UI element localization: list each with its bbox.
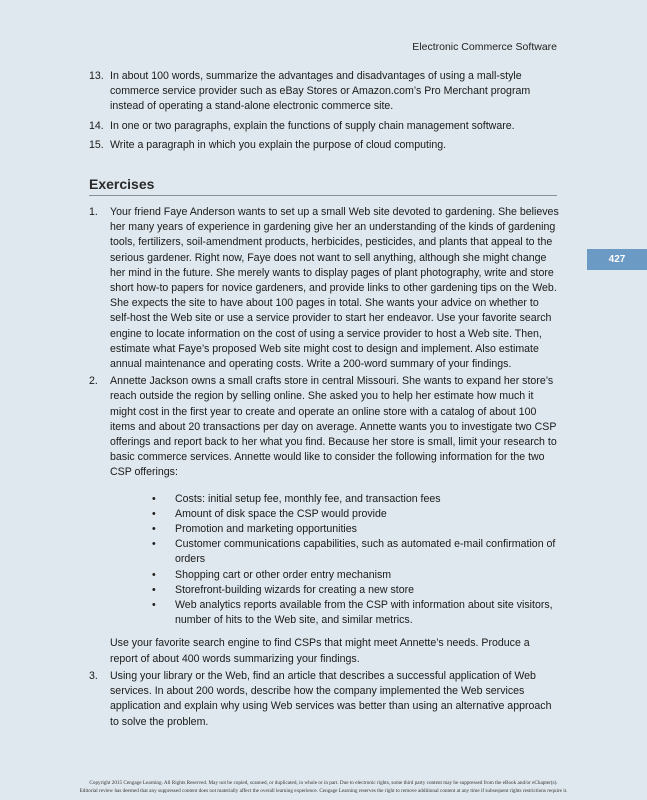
exercises-heading: Exercises xyxy=(89,176,557,196)
item-follow-up: Use your favorite search engine to find CSPs that might meet Annette’s needs. Produce a report of about 400 words summarizing your findings. xyxy=(110,637,530,665)
item-number: 3. xyxy=(89,669,98,682)
bullet-item xyxy=(152,492,559,507)
exercises-list xyxy=(89,205,559,732)
review-questions-list xyxy=(89,69,559,157)
copyright-notice xyxy=(0,779,647,795)
bullet-item xyxy=(152,507,559,522)
bullet-icon: • xyxy=(152,599,156,612)
item-number: 13. xyxy=(89,70,104,82)
item-text: Write a paragraph in which you explain the purpose of cloud computing. xyxy=(110,138,447,151)
bullet-text: Web analytics reports available from the CSP with information about site visitors, number of hits to the Web site, and similar metrics. xyxy=(175,599,553,627)
bullet-item xyxy=(152,598,559,628)
bullet-icon: • xyxy=(152,507,156,520)
item-number: 1. xyxy=(89,206,98,218)
item-paragraph: Annette Jackson owns a small crafts store in central Missouri. She wants to expand her store’s reach outside the region by selling online. She asked you to help her estimate how much it might cost in the first year to create and operate an online store with a catalog of about 100 items and about 20 transactions per day on average. Annette wants you to investigate two CSP offerings and report back to her what you find. Because her store is small, limit your research to basic commerce services. Annette would like to consider the following information for the two CSP offerings: xyxy=(110,375,557,479)
item-number: 15. xyxy=(89,138,104,151)
bullet-text: Promotion and marketing opportunities xyxy=(175,523,357,536)
item-text: In one or two paragraphs, explain the functions of supply chain management software. xyxy=(110,119,515,132)
item-text: In about 100 words, summarize the advantages and disadvantages of using a mall-style commerce service provider such as eBay Stores or Amazon.com’s Pro Merchant program instead of operating a stand-alone electronic commerce site. xyxy=(110,70,531,113)
bullet-text: Storefront-building wizards for creating a new store xyxy=(175,583,415,596)
bullet-icon: • xyxy=(152,568,156,581)
item-number: 2. xyxy=(89,375,98,388)
list-item xyxy=(89,205,559,372)
bullet-icon: • xyxy=(152,523,156,536)
copyright-line: Editorial review has deemed that any suppressed content does not materially affect the overall learning experience. Cengage Learning reserves the right to remove additional content at any time if subsequent rights restrictions require it. xyxy=(79,788,568,794)
list-item xyxy=(89,119,559,134)
bullet-item xyxy=(152,522,559,537)
bullet-icon: • xyxy=(152,492,156,505)
running-header: Electronic Commerce Software xyxy=(412,41,557,53)
list-item xyxy=(89,669,559,730)
bullet-item xyxy=(152,537,559,567)
list-item xyxy=(89,69,559,115)
list-item xyxy=(89,138,559,153)
copyright-line: Copyright 2015 Cengage Learning. All Rights Reserved. May not be copied, scanned, or duplicated, in whole or in part. Due to electronic rights, some third party content may be suppressed from the eBook and/or eChapter(s). xyxy=(89,780,558,786)
page-number-tab: 427 xyxy=(587,249,647,270)
list-item xyxy=(89,374,559,667)
bullet-icon: • xyxy=(152,583,156,596)
item-text: Your friend Faye Anderson wants to set up a small Web site devoted to gardening. She believes her many years of experience in gardening give her an understanding of the kinds of gardening tools, fertilizers, soil-amendment products, herbicides, pesticides, and plants that appeal to the serious gardener. Right now, Faye does not want to sell anything, although she might change her mind in the future. She merely wants to display pages of plant photography, write and store short how-to papers for novice gardeners, and provide links to other gardening tips on the Web. She expects the site to have about 100 pages in total. She wants your advice on whether to self-host the Web site or use a service provider to start her endeavor. Use your favorite search engine to locate information on the cost of using a service provider to host a Web site. Then, estimate what Faye’s proposed Web site might cost to design and implement. Also estimate annual maintenance and operating costs. Write a 200-word summary of your findings. xyxy=(110,206,559,371)
bullet-item xyxy=(152,568,559,583)
item-text: Using your library or the Web, find an article that describes a successful application of Web services. In about 200 words, describe how the company implemented the Web services application and explain why using Web services was better than using an alternative approach to solve the problem. xyxy=(110,669,552,728)
bullet-text: Shopping cart or other order entry mechanism xyxy=(175,568,392,581)
item-text xyxy=(110,374,559,667)
bullet-text: Customer communications capabilities, such as automated e-mail confirmation of orders xyxy=(175,538,556,566)
bullet-list xyxy=(152,492,559,629)
bullet-text: Amount of disk space the CSP would provide xyxy=(175,507,387,520)
bullet-icon: • xyxy=(152,538,156,551)
bullet-item xyxy=(152,583,559,598)
item-number: 14. xyxy=(89,119,104,132)
bullet-text: Costs: initial setup fee, monthly fee, and transaction fees xyxy=(175,492,441,505)
